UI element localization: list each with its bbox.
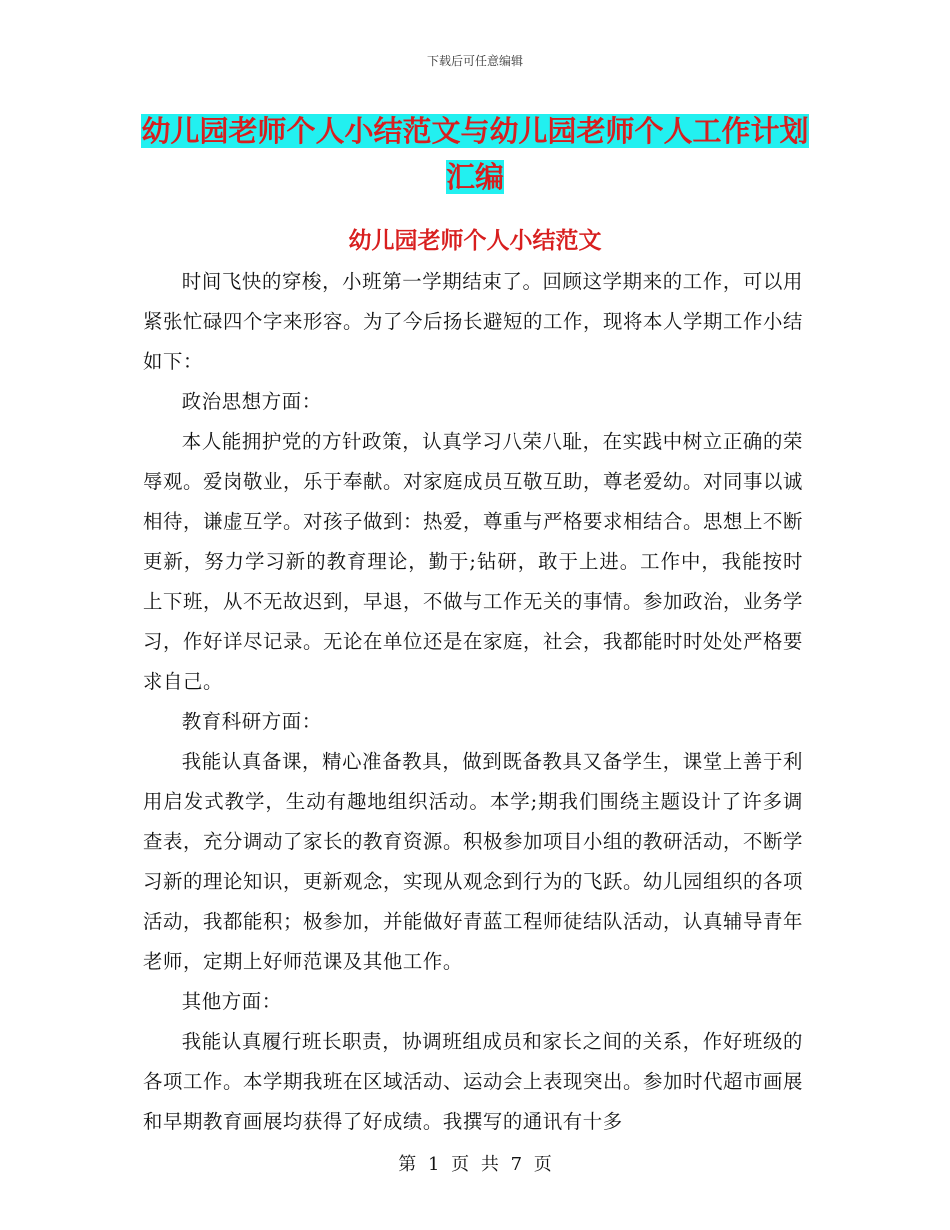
paragraph-education: 我能认真备课，精心准备教具，做到既备教具又备学生，课堂上善于利用启发式教学，生动有趣地组织活动。本学;期我们围绕主题设计了许多调查表，充分调动了家长的教育资源。积极参加项目小组的教研活动，不断学习新的理论知识，更新观念，实现从观念到行为的飞跃。幼儿园组织的各项活动，我都能积；极参加，并能做好青蓝工程师徒结队活动，认真辅导青年老师，定期上好师范课及其他工作。	[143, 750, 803, 973]
section-title: 幼儿园老师个人小结范文	[348, 228, 602, 254]
paragraph-heading-politics: 政治思想方面：	[181, 390, 322, 413]
document-title-text: 幼儿园老师个人小结范文与幼儿园老师个人工作计划汇编	[141, 114, 809, 194]
paragraph-other: 我能认真履行班长职责，协调班组成员和家长之间的关系，作好班级的各项工作。本学期我班在区域活动、运动会上表现突出。参加时代超市画展和早期教育画展均获得了好成绩。我撰写的通讯有十多	[143, 1030, 803, 1133]
paragraph-intro: 时间飞快的穿梭，小班第一学期结束了。回顾这学期来的工作，可以用紧张忙碌四个字来形容。为了今后扬长避短的工作，现将本人学期工作小结如下：	[143, 270, 803, 373]
header-note: 下载后可任意编辑	[426, 54, 523, 68]
page-footer: 第 1 页 共 7 页	[398, 1154, 552, 1175]
paragraph-politics: 本人能拥护党的方针政策，认真学习八荣八耻，在实践中树立正确的荣辱观。爱岗敬业，乐于奉献。对家庭成员互敬互助，尊老爱幼。对同事以诚相待，谦虚互学。对孩子做到：热爱，尊重与严格要求相结合。思想上不断更新，努力学习新的教育理论，勤于;钻研，敢于上进。工作中，我能按时上下班，从不无故迟到，早退，不做与工作无关的事情。参加政治，业务学习，作好详尽记录。无论在单位还是在家庭，社会，我都能时时处处严格要求自己。	[143, 430, 803, 693]
paragraph-heading-education: 教育科研方面：	[181, 710, 322, 733]
body-text	[143, 262, 803, 1142]
document-title	[140, 108, 810, 200]
paragraph-heading-other: 其他方面：	[181, 990, 282, 1013]
